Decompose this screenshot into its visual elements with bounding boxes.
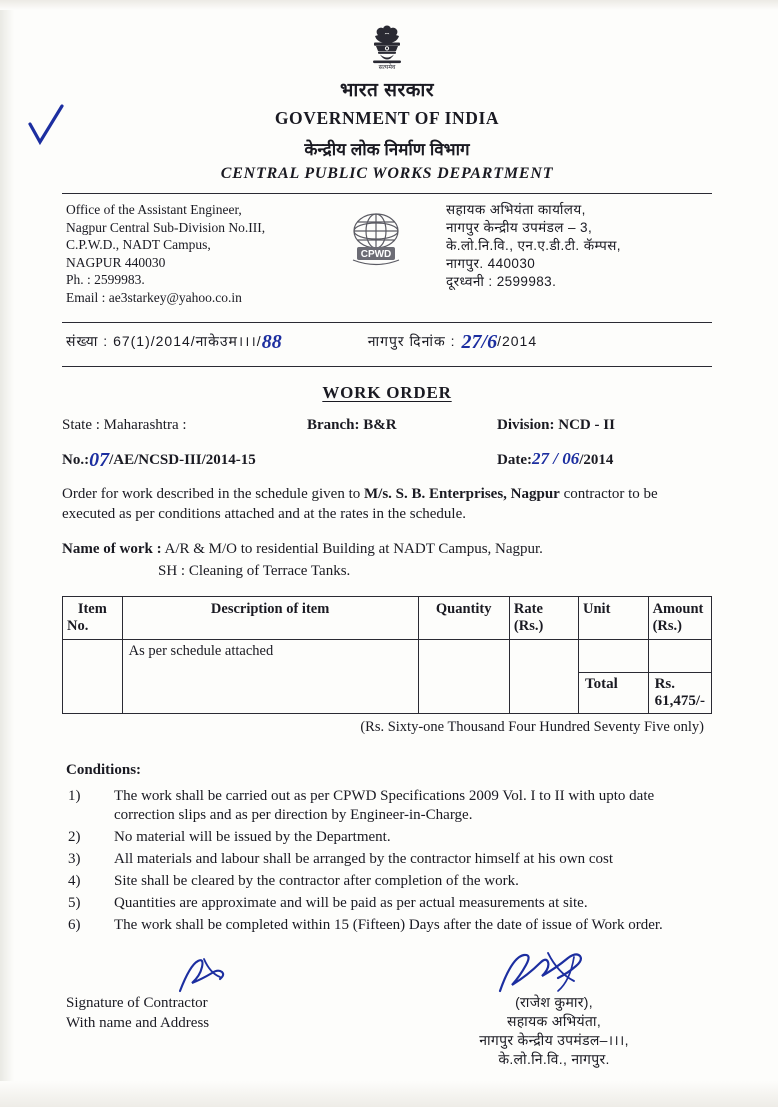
total-label: Total — [579, 672, 649, 713]
total-cell-item-no — [63, 672, 123, 713]
order-date-handwritten: 27 / 06 — [531, 449, 580, 468]
office-hindi-line-1: सहायक अभियंता कार्यालय, — [446, 202, 586, 217]
amount-in-words: (Rs. Sixty-one Thousand Four Hundred Seventy Five only) — [360, 718, 704, 735]
meta-row-state-branch-division — [62, 417, 712, 434]
cell-description: As per schedule attached — [122, 640, 418, 673]
office-hindi-line-4: नागपुर. 440030 — [446, 256, 536, 271]
contractor-signature-line1: Signature of Contractor — [66, 994, 208, 1011]
order-number-rest: /AE/NCSD-III/2014-15 — [109, 452, 256, 468]
svg-text:सत्यमेव: सत्यमेव — [378, 64, 396, 71]
officer-title: सहायक अभियंता, — [506, 1012, 602, 1029]
condition-text: No material will be issued by the Department. — [114, 828, 391, 845]
cpwd-logo-icon — [316, 201, 436, 269]
items-table-body — [63, 640, 712, 714]
contractor-name: M/s. S. B. Enterprises, Nagpur — [364, 486, 560, 502]
condition-text: Site shall be cleared by the contractor after completion of the work. — [114, 872, 519, 889]
office-phone: Ph. : 2599983. — [66, 272, 145, 287]
office-address-hindi — [436, 201, 712, 291]
condition-text: All materials and labour shall be arranged by the contractor himself at his own cost — [114, 850, 614, 867]
officer-department: के.लो.नि.वि., नागपुर. — [498, 1050, 610, 1067]
condition-text: The work shall be completed within 15 (Fifteen) Days after the date of issue of Work order. — [114, 916, 663, 933]
condition-number: 5) — [68, 894, 81, 911]
order-date-rest: /2014 — [579, 452, 614, 468]
meta-row-number-date — [62, 447, 712, 470]
column-header-amount-line2: (Rs.) — [652, 618, 682, 634]
condition-text: Quantities are approximate and will be paid as per actual measurements at site. — [114, 894, 588, 911]
page-title: WORK ORDER — [322, 383, 452, 402]
officer-office: नागपुर केन्द्रीय उपमंडल–।।।, — [479, 1031, 629, 1048]
office-address-english — [66, 201, 316, 306]
scan-edge-left — [0, 0, 14, 1107]
table-row — [63, 640, 712, 673]
office-email: Email : ae3starkey@yahoo.co.in — [66, 289, 242, 305]
condition-number: 3) — [68, 850, 81, 867]
column-header-rate-line1: Rate — [513, 601, 543, 617]
cell-quantity — [418, 640, 509, 673]
office-hindi-line-2: नागपुर केन्द्रीय उपमंडल – 3, — [446, 220, 593, 235]
office-hindi-phone: दूरध्वनी : 2599983. — [446, 274, 557, 289]
reference-line — [62, 323, 712, 356]
scan-edge-top — [0, 0, 778, 10]
reference-divider — [62, 366, 712, 367]
signature-area — [62, 993, 712, 1069]
division-label: Division: NCD - II — [497, 417, 615, 433]
header-hindi-department: केन्द्रीय लोक निर्माण विभाग — [304, 140, 470, 159]
order-number-block — [62, 447, 497, 470]
column-header-item-no-line1: Item — [77, 601, 107, 617]
branch-label: Branch: B&R — [307, 417, 397, 433]
order-number-label: No.: — [62, 452, 90, 468]
condition-number: 2) — [68, 828, 81, 845]
name-of-work-block — [62, 538, 712, 582]
conditions-list — [62, 787, 712, 935]
total-cell-quantity — [418, 672, 509, 713]
list-item — [68, 787, 712, 825]
list-item — [68, 828, 712, 847]
list-item — [68, 916, 712, 935]
column-header-unit-label: Unit — [583, 601, 611, 617]
conditions-title: Conditions: — [66, 761, 142, 778]
india-national-emblem-icon — [62, 22, 712, 74]
contractor-signature-line2: With name and Address — [66, 1014, 210, 1031]
office-line-2: Nagpur Central Sub-Division No.III, — [66, 219, 266, 235]
contractor-signature-block — [62, 993, 396, 1069]
cell-unit — [579, 640, 649, 673]
order-date-label: Date: — [497, 452, 532, 468]
name-of-work-label: Name of work : — [62, 541, 162, 557]
header-hindi-government: भारत सरकार — [339, 80, 435, 101]
reference-number-handwritten: 88 — [261, 331, 282, 353]
office-address-block — [62, 194, 712, 312]
list-item — [68, 850, 712, 869]
reference-date-year: /2014 — [497, 333, 538, 349]
column-header-amount — [648, 597, 711, 640]
cell-rate — [509, 640, 578, 673]
sub-head-value: SH : Cleaning of Terrace Tanks. — [158, 563, 351, 579]
order-date-block — [497, 449, 712, 469]
column-header-amount-line1: Amount — [652, 601, 704, 617]
office-line-3: C.P.W.D., NADT Campus, — [66, 237, 211, 252]
officer-signature-icon — [496, 947, 616, 1008]
column-header-item-no — [63, 597, 123, 640]
condition-number: 1) — [68, 787, 81, 804]
order-paragraph-after: contractor to be executed as per conditions attached and at the rates in the schedule. — [62, 486, 658, 522]
items-table — [62, 596, 712, 714]
document-content — [62, 22, 712, 1069]
condition-number: 6) — [68, 916, 81, 933]
cell-amount — [648, 640, 711, 673]
reference-date-handwritten: 27/6 — [461, 331, 498, 353]
column-header-quantity: Quantity — [418, 597, 509, 640]
condition-number: 4) — [68, 872, 81, 889]
scan-edge-bottom — [0, 1081, 778, 1107]
office-line-1: Office of the Assistant Engineer, — [66, 202, 242, 217]
checkmark-icon — [26, 104, 66, 155]
reference-number-label: संख्या : 67(1)/2014/नाकेउम।।।/ — [66, 333, 262, 349]
officer-name: (राजेश कुमार), — [515, 993, 593, 1010]
column-header-unit — [579, 597, 649, 640]
column-header-description: Description of item — [122, 597, 418, 640]
list-item — [68, 894, 712, 913]
office-line-4: NAGPUR 440030 — [66, 254, 166, 270]
column-header-rate — [509, 597, 578, 640]
list-item — [68, 872, 712, 891]
total-amount: Rs. 61,475/- — [648, 672, 711, 713]
column-header-rate-line2: (Rs.) — [513, 618, 544, 634]
name-of-work-value: A/R & M/O to residential Building at NADT Campus, Nagpur. — [161, 541, 543, 557]
table-total-row — [63, 672, 712, 713]
table-header-row — [63, 597, 712, 640]
column-header-item-no-line2: No. — [67, 618, 89, 634]
reference-place-date-label: नागपुर दिनांक : — [367, 333, 456, 349]
total-cell-description — [122, 672, 418, 713]
order-number-handwritten: 07 — [89, 449, 110, 471]
office-hindi-line-3: के.लो.नि.वि., एन.ए.डी.टी. कॅम्पस, — [446, 238, 621, 253]
svg-text:CPWD: CPWD — [360, 249, 392, 260]
items-table-head — [63, 597, 712, 640]
header-english-department: CENTRAL PUBLIC WORKS DEPARTMENT — [220, 165, 554, 182]
contractor-signature-icon — [174, 951, 244, 1004]
condition-text: The work shall be carried out as per CPWD Specifications 2009 Vol. I to II with upto date correction slips and as per direction by Engineer-in-Charge. — [114, 787, 655, 823]
cell-item-no — [63, 640, 123, 673]
header-english-government: GOVERNMENT OF INDIA — [274, 108, 500, 128]
total-cell-rate — [509, 672, 578, 713]
order-paragraph — [62, 484, 712, 524]
order-paragraph-before: Order for work described in the schedule given to — [62, 486, 364, 502]
state-label: State : Maharashtra : — [62, 417, 187, 433]
